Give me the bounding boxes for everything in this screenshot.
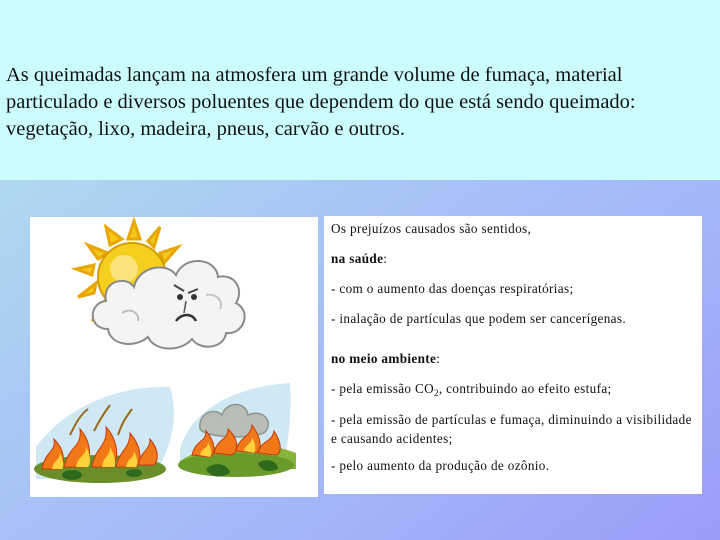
environment-item: - pela emissão de partículas e fumaça, diminuindo a visibilidade e causando acidentes;: [331, 412, 692, 446]
co2-subscript: 2: [434, 388, 439, 398]
environment-item: - pelo aumento da produção de ozônio.: [331, 458, 550, 473]
grass-fire-icon: [34, 387, 174, 483]
health-item: - com o aumento das doenças respiratórias;: [331, 281, 574, 296]
environment-heading-line: [331, 350, 696, 367]
environment-heading-colon: :: [436, 351, 441, 366]
health-heading-colon: :: [383, 251, 388, 266]
illustration-panel: [30, 217, 318, 497]
health-heading-line: [331, 250, 696, 267]
health-item: - inalação de partículas que podem ser cancerígenas.: [331, 311, 627, 326]
fire-with-smoke-icon: [178, 383, 296, 477]
co2-suffix: , contribuindo ao efeito estufa;: [438, 381, 612, 396]
health-heading: na saúde: [331, 251, 384, 266]
intro-paragraph: As queimadas lançam na atmosfera um grande volume de fumaça, material particulado e diversos poluentes que dependem do que está sendo queimado: vegetação, lixo, madeira, pneus, carvão e outros.: [6, 64, 636, 140]
panel-intro: Os prejuízos causados são sentidos,: [331, 221, 532, 236]
environment-heading: no meio ambiente: [331, 351, 437, 366]
section-gap: [331, 340, 696, 350]
environment-item: [331, 380, 696, 397]
effects-panel: [324, 216, 702, 494]
illustration-svg: [30, 217, 318, 497]
co2-prefix: - pela emissão CO: [331, 381, 435, 396]
